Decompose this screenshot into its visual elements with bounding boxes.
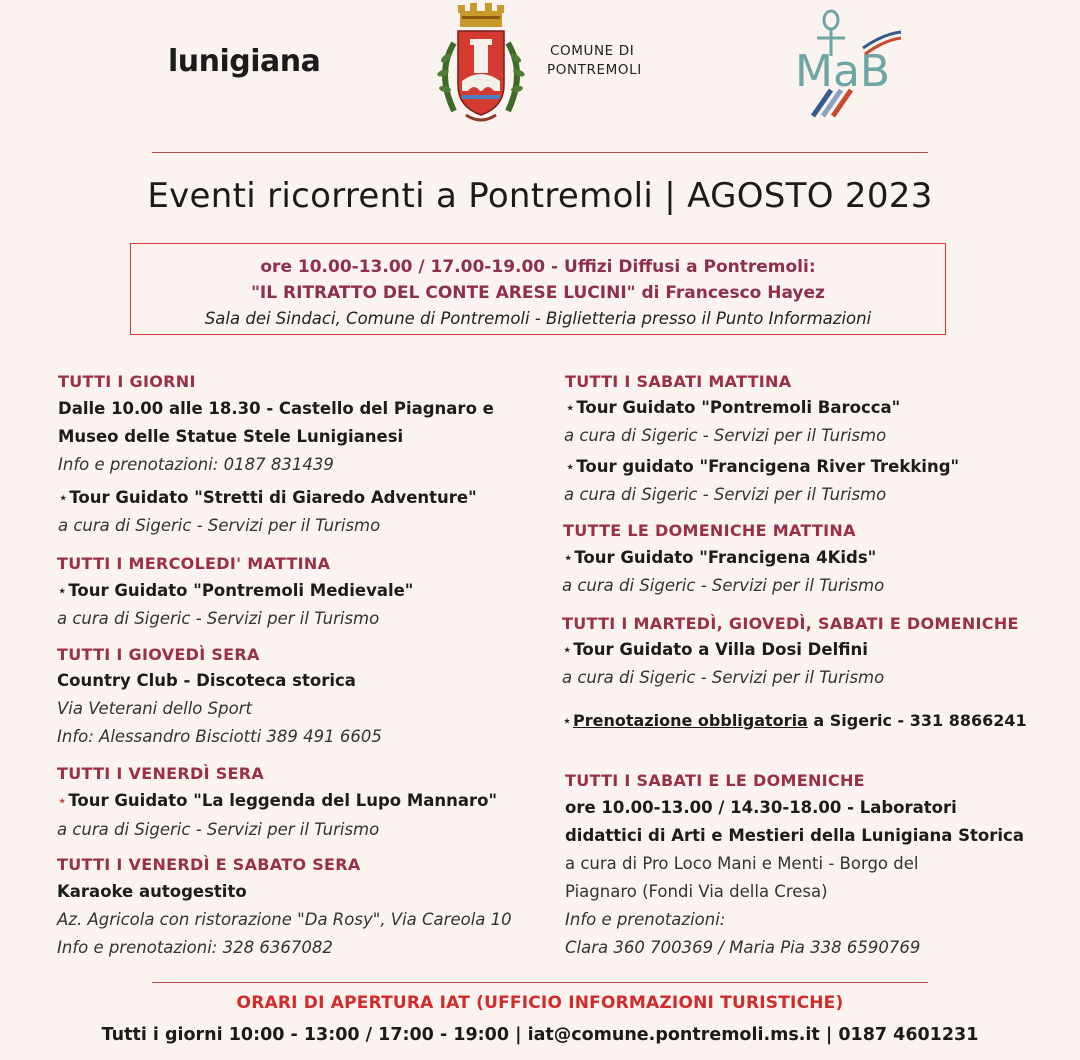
event-line: ore 10.00-13.00 / 14.30-18.00 - Laboratori — [565, 798, 957, 817]
comune-di-pontremoli-label — [547, 42, 642, 80]
tour-organizer: a cura di Sigeric - Servizi per il Turismo — [57, 609, 380, 628]
tour-line — [565, 457, 959, 476]
tour-label: Tour Guidato "Stretti di Giaredo Adventure" — [69, 488, 477, 507]
heading-tutti-i-giorni: TUTTI I GIORNI — [58, 372, 196, 391]
bottom-divider — [152, 982, 928, 983]
star-icon: ⋆ — [565, 398, 576, 417]
event-line: Karaoke autogestito — [57, 882, 247, 901]
event-line: Museo delle Statue Stele Lunigianesi — [58, 427, 404, 446]
iat-hours-title: ORARI DI APERTURA IAT (UFFICIO INFORMAZIONI TURISTICHE) — [236, 993, 844, 1013]
tour-line — [565, 398, 900, 417]
star-icon: ⋆ — [57, 581, 68, 600]
tour-label: Tour Guidato "Pontremoli Barocca" — [576, 398, 901, 417]
event-line: didattici di Arti e Mestieri della Lunigiana Storica — [565, 826, 1024, 845]
event-info: Piagnaro (Fondi Via della Cresa) — [565, 882, 828, 901]
tour-organizer: a cura di Sigeric - Servizi per il Turismo — [562, 668, 885, 687]
event-info: Info e prenotazioni: 328 6367082 — [57, 938, 333, 957]
tour-label: Tour Guidato "Pontremoli Medievale" — [68, 581, 414, 600]
tour-line — [58, 488, 477, 507]
event-info: Info e prenotazioni: — [565, 910, 726, 929]
highlight-line1: ore 10.00-13.00 / 17.00-19.00 - Uffizi Diffusi a Pontremoli: — [260, 257, 816, 277]
star-icon: ⋆ — [563, 548, 574, 567]
heading-sabati-domeniche: TUTTI I SABATI E LE DOMENICHE — [565, 771, 865, 790]
comune-line2: PONTREMOLI — [547, 62, 642, 78]
event-info: Via Veterani dello Sport — [57, 699, 252, 718]
highlight-box — [130, 243, 946, 335]
tour-organizer: a cura di Sigeric - Servizi per il Turismo — [564, 426, 887, 445]
tour-organizer: a cura di Sigeric - Servizi per il Turismo — [564, 485, 887, 504]
tour-line — [563, 548, 876, 567]
highlight-line2: "IL RITRATTO DEL CONTE ARESE LUCINI" di Francesco Hayez — [251, 283, 825, 303]
star-icon: ⋆ — [562, 711, 573, 730]
mab-logo — [793, 8, 903, 118]
tour-label: Tour Guidato "Francigena 4Kids" — [574, 548, 877, 567]
mab-text: MaB — [795, 46, 891, 97]
heading-sabati-mattina: TUTTI I SABATI MATTINA — [565, 372, 792, 391]
iat-hours-info: Tutti i giorni 10:00 - 13:00 / 17:00 - 19:00 | iat@comune.pontremoli.ms.it | 0187 4601231 — [101, 1025, 979, 1045]
event-line: Dalle 10.00 alle 18.30 - Castello del Piagnaro e — [58, 399, 494, 418]
highlight-line3: Sala dei Sindaci, Comune di Pontremoli - Biglietteria presso il Punto Informazioni — [204, 309, 872, 328]
event-info: Info e prenotazioni: 0187 831439 — [58, 455, 334, 474]
tour-label: Tour Guidato "La leggenda del Lupo Mannaro" — [68, 791, 498, 810]
booking-note — [562, 711, 1027, 730]
event-info: Info: Alessandro Bisciotti 389 491 6605 — [57, 727, 382, 746]
comune-line1: COMUNE DI — [550, 43, 635, 59]
heading-martedi-giovedi-sabati-domeniche: TUTTI I MARTEDÌ, GIOVEDÌ, SABATI E DOMENICHE — [562, 614, 1019, 633]
star-icon: ⋆ — [57, 791, 68, 810]
tour-line — [562, 640, 868, 659]
booking-contact: a Sigeric - 331 8866241 — [807, 711, 1027, 730]
heading-venerdi-sabato: TUTTI I VENERDÌ E SABATO SERA — [57, 855, 361, 874]
event-info: a cura di Pro Loco Mani e Menti - Borgo del — [565, 854, 919, 873]
booking-required-label: Prenotazione obbligatoria — [573, 711, 808, 730]
heading-mercoledi: TUTTI I MERCOLEDI' MATTINA — [57, 554, 331, 573]
pontremoli-crest-icon — [432, 3, 530, 129]
heading-giovedi: TUTTI I GIOVEDÌ SERA — [57, 645, 260, 664]
tour-organizer: a cura di Sigeric - Servizi per il Turismo — [57, 820, 380, 839]
top-divider — [152, 152, 928, 153]
tour-line — [57, 791, 497, 810]
heading-domeniche-mattina: TUTTE LE DOMENICHE MATTINA — [563, 521, 856, 540]
lunigiana-logo: lunigiana — [168, 44, 321, 79]
star-icon: ⋆ — [58, 488, 69, 507]
tour-organizer: a cura di Sigeric - Servizi per il Turismo — [562, 576, 885, 595]
tour-label: Tour guidato "Francigena River Trekking" — [576, 457, 960, 476]
star-icon: ⋆ — [562, 640, 573, 659]
star-icon: ⋆ — [565, 457, 576, 476]
heading-venerdi: TUTTI I VENERDÌ SERA — [57, 764, 265, 783]
event-info: Clara 360 700369 / Maria Pia 338 6590769 — [565, 938, 921, 957]
tour-organizer: a cura di Sigeric - Servizi per il Turismo — [58, 516, 381, 535]
event-line: Country Club - Discoteca storica — [57, 671, 356, 690]
page-title: Eventi ricorrenti a Pontremoli | AGOSTO 2023 — [147, 176, 933, 216]
event-info: Az. Agricola con ristorazione "Da Rosy", Via Careola 10 — [57, 910, 512, 929]
tour-line — [57, 581, 413, 600]
tour-label: Tour Guidato a Villa Dosi Delfini — [573, 640, 868, 659]
